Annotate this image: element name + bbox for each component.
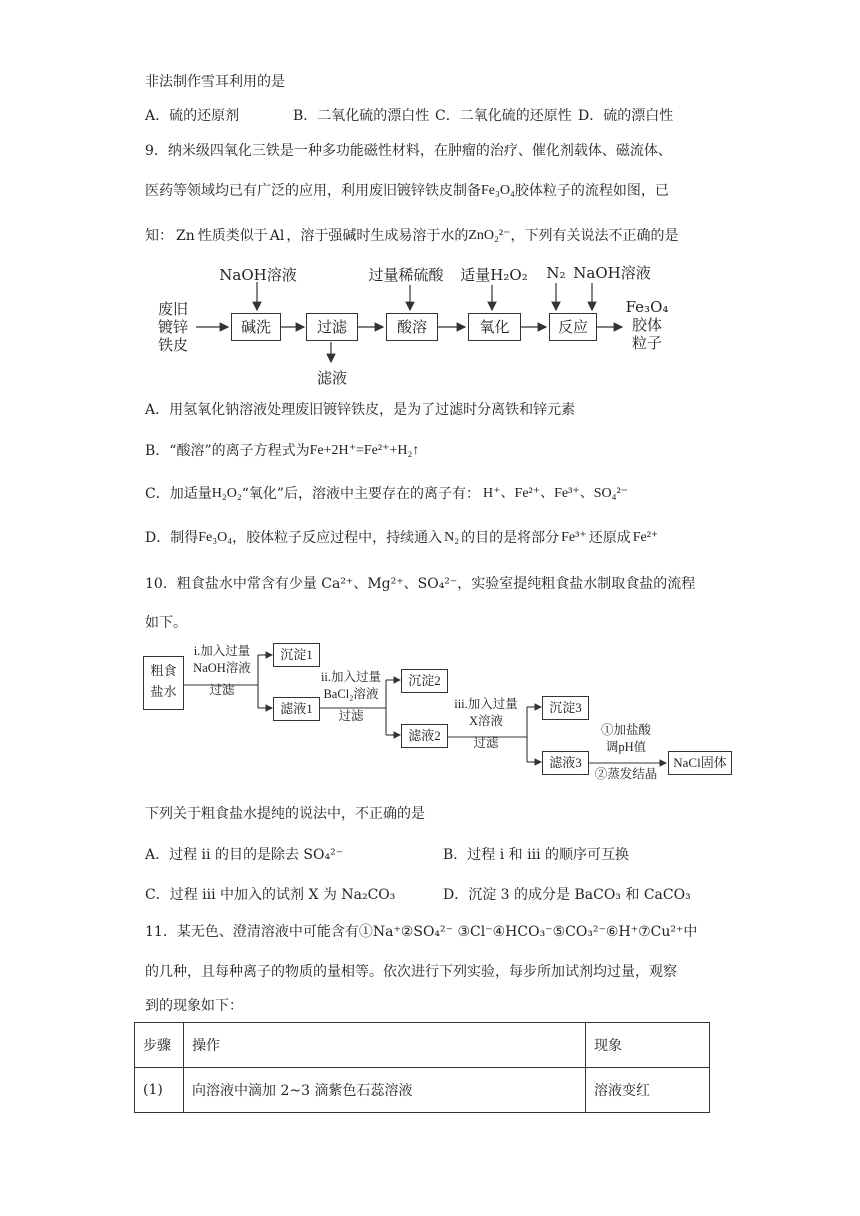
q9-stem-text: 胶体粒子的流程如图，已	[514, 183, 669, 199]
q10-flow-filtrate2: 滤液2	[401, 724, 448, 748]
q10-flow-op2-line: ii.加入过量	[320, 670, 382, 684]
q9-flow-reagent-naoh2: NaOH溶液	[573, 264, 651, 282]
table-cell: 溶液变红	[586, 1068, 710, 1113]
q9-option-text: 的目的是将部分	[461, 530, 560, 546]
q9-stem-text: 知：	[145, 228, 173, 244]
q9-option-text: B．“酸溶”的离子方程式为	[145, 443, 310, 459]
q9-symbol-al: Al	[269, 228, 285, 244]
q10-flow-op1	[186, 643, 258, 699]
q9-ion-list: H⁺、Fe²⁺、Fe³⁺、SO₄²⁻	[483, 486, 629, 501]
q10-flow-op1-line: i.加入过量	[193, 644, 251, 658]
q9-flow-reagent-h2o2: 适量H₂O₂	[460, 266, 528, 284]
q10-flow-op3	[448, 696, 524, 752]
q9-formula-n2: N₂	[444, 530, 460, 545]
q9-flow-step-filter: 过滤	[306, 313, 358, 341]
q10-flow-op3-line: 过滤	[473, 736, 499, 750]
q9-formula-fe3o4: Fe₃O₄	[481, 183, 515, 198]
q11-stem-line2: 的几种，且每种离子的物质的量相等。依次进行下列实验，每步所加试剂均过量，观察	[145, 964, 677, 980]
q9-flow-step-oxidation: 氧化	[468, 313, 521, 341]
q10-flow-op3-line: iii.加入过量	[454, 697, 518, 711]
q8-option-a: A．硫的还原剂	[145, 108, 240, 124]
q9-flow-input-line: 废旧	[157, 300, 188, 318]
q9-flow-input-line: 镀锌	[157, 318, 188, 336]
q9-symbol-zn: Zn	[176, 228, 195, 244]
q10-flow-op4-line: 调pH值	[605, 740, 647, 754]
q10-flow-start	[143, 656, 184, 710]
q10-flow-filtrate3: 滤液3	[542, 751, 589, 775]
q9-formula-zno2: ZnO₂²⁻	[468, 228, 511, 243]
table-row	[135, 1068, 710, 1113]
table-header-cell: 现象	[586, 1023, 710, 1068]
q10-flow-op4-line: ②蒸发结晶	[594, 767, 658, 781]
table-cell: (1)	[135, 1068, 184, 1113]
q9-flow-step-acid-dissolve: 酸溶	[386, 313, 438, 341]
q10-flow-op4	[590, 722, 662, 783]
q11-steps-table	[134, 1022, 710, 1113]
q10-flow-op1-line: NaOH溶液	[193, 661, 251, 675]
q10-flow-precipitate3: 沉淀3	[542, 696, 589, 720]
q9-flow-input-line: 铁皮	[157, 336, 188, 354]
q10-option-c: C．过程 iii 中加入的试剂 X 为 Na₂CO₃	[145, 887, 396, 903]
q10-flow-precipitate2: 沉淀2	[401, 669, 448, 693]
q9-stem-text: 性质类似于	[197, 228, 268, 244]
q10-flow-op2-line: 过滤	[338, 709, 364, 723]
q9-stem-line1: 9．纳米级四氧化三铁是一种多功能磁性材料，在肿瘤的治疗、催化剂载体、磁流体、	[145, 143, 672, 159]
q10-stem-line1: 10．粗食盐水中常含有少量 Ca²⁺、Mg²⁺、SO₄²⁻，实验室提纯粗食盐水制取食盐的流程	[145, 576, 696, 592]
q10-flow-precipitate1: 沉淀1	[273, 643, 320, 667]
q9-ion-fe2: Fe²⁺	[632, 530, 659, 545]
q8-option-c: C．二氧化硫的还原性	[435, 108, 572, 124]
table-header-cell: 步骤	[135, 1023, 184, 1068]
q10-flow-product: NaCl固体	[668, 751, 732, 775]
table-cell: 向溶液中滴加 2~3 滴紫色石蕊溶液	[184, 1068, 586, 1113]
q9-option-text: D．制得	[145, 530, 199, 546]
q9-flow-step-reaction: 反应	[549, 313, 597, 341]
q8-option-b: B．二氧化硫的漂白性	[293, 108, 430, 124]
q10-flow-filtrate1: 滤液1	[273, 697, 320, 721]
q10-option-b: B．过程 i 和 iii 的顺序可互换	[443, 847, 629, 863]
q9-option-text: 还原成	[588, 530, 631, 546]
q9-formula-h2o2: H₂O₂	[211, 486, 242, 501]
q8-stem-tail: 非法制作雪耳利用的是	[145, 74, 285, 90]
q10-flow-op4-line: ①加盐酸	[600, 723, 651, 737]
q10-flow-start-line: 盐水	[150, 684, 177, 699]
q9-option-a: A．用氢氧化钠溶液处理废旧镀锌铁皮，是为了过滤时分离铁和锌元素	[145, 402, 576, 418]
q10-stem-line2: 如下。	[145, 615, 187, 631]
q9-flow-filtrate: 滤液	[316, 369, 347, 387]
q11-stem-line3: 到的现象如下：	[145, 998, 243, 1014]
q9-flow-reagent-naoh: NaOH溶液	[219, 266, 297, 284]
q10-flow-start-line: 粗食	[150, 663, 177, 678]
q9-ion-fe3: Fe³⁺	[561, 530, 587, 545]
q9-stem-text: 医药等领域均已有广泛的应用，利用废旧镀锌铁皮制备	[145, 183, 481, 199]
q10-option-d: D．沉淀 3 的成分是 BaCO₃ 和 CaCO₃	[443, 887, 691, 903]
q9-flow-output-line: 胶体	[631, 316, 662, 334]
q10-option-a: A．过程 ii 的目的是除去 SO₄²⁻	[145, 847, 344, 863]
q9-option-text: “氧化”后，溶液中主要存在的离子有：	[241, 486, 481, 502]
table-header-row	[135, 1023, 710, 1068]
q10-flow-op1-line: 过滤	[209, 683, 235, 697]
q10-question: 下列关于粗食盐水提纯的说法中，不正确的是	[145, 806, 425, 822]
q9-flow-reagent-acid: 过量稀硫酸	[368, 266, 444, 284]
q9-flow-output-line: 粒子	[631, 334, 662, 352]
q10-flow-op3-line: X溶液	[468, 714, 504, 728]
q9-option-text: C．加适量	[145, 486, 212, 502]
q9-flow-step-alkaline-wash: 碱洗	[231, 313, 281, 341]
q9-stem-text: ，下列有关说法不正确的是	[510, 228, 679, 244]
q9-equation: Fe+2H⁺=Fe²⁺+H₂↑	[309, 443, 420, 458]
q10-flow-op2-line: BaCl₂溶液	[323, 687, 379, 701]
q10-flow-op2	[318, 669, 384, 725]
q9-formula-fe3o4: Fe₃O₄	[198, 530, 233, 545]
q8-option-d: D．硫的漂白性	[578, 108, 674, 124]
q11-stem-line1: 11．某无色、澄清溶液中可能含有①Na⁺②SO₄²⁻ ③Cl⁻④HCO₃⁻⑤CO₃²⁻⑥H⁺⑦Cu²⁺中	[145, 924, 698, 940]
q9-flow-reagent-n2: N₂	[546, 264, 566, 282]
q9-flow-output-line: Fe₃O₄	[625, 298, 669, 316]
q9-stem-text: ，溶于强碱时生成易溶于水的	[286, 228, 469, 244]
q9-option-text: ，胶体粒子反应过程中，持续通入	[232, 530, 443, 546]
table-header-cell: 操作	[184, 1023, 586, 1068]
